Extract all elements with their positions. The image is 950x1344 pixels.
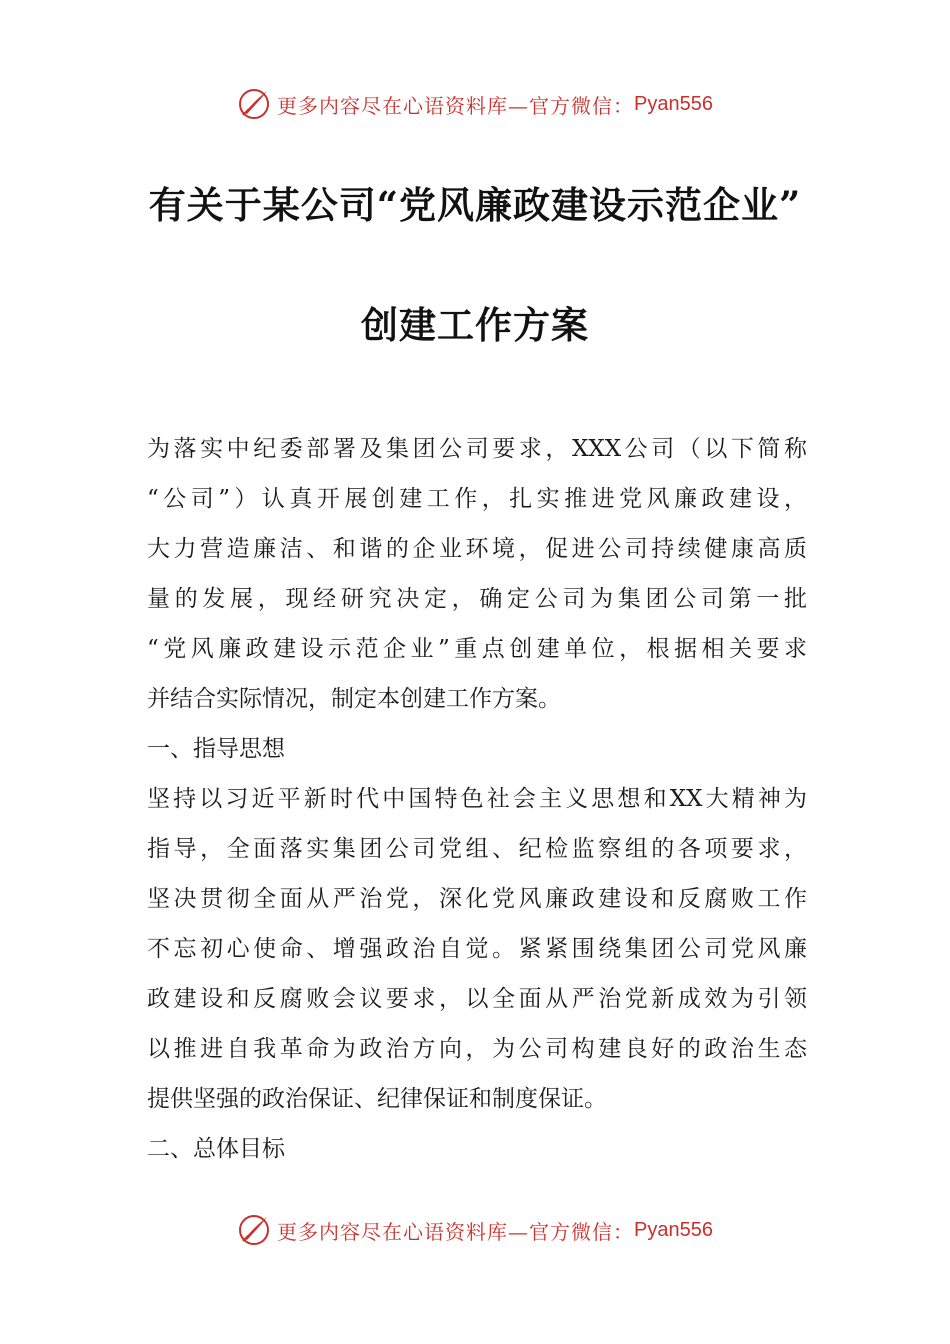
- document-title-line-1: 有关于某公司“党风廉政建设示范企业”: [148, 183, 802, 227]
- body-line: 量的发展，现经研究决定，确定公司为集团公司第一批: [147, 586, 807, 612]
- footer-watermark: [0, 1210, 950, 1250]
- document-body: [147, 424, 807, 1174]
- body-line: 大力营造廉洁、和谐的企业环境，促进公司持续健康高质: [147, 536, 807, 562]
- watermark-wechat-id: Pyan556: [634, 92, 713, 115]
- watermark-text: 更多内容尽在心语资料库—官方微信：: [277, 1219, 635, 1244]
- body-line: “公司”）认真开展创建工作，扎实推进党风廉政建设，: [147, 486, 807, 512]
- header-watermark: [0, 84, 950, 124]
- body-line: 政建设和反腐败会议要求，以全面从严治党新成效为引领: [147, 986, 807, 1012]
- body-line: 坚决贯彻全面从严治党，深化党风廉政建设和反腐败工作: [147, 886, 807, 912]
- body-line: “党风廉政建设示范企业”重点创建单位，根据相关要求: [147, 636, 807, 662]
- document-title-line-2: 创建工作方案: [361, 303, 589, 347]
- body-line: 坚持以习近平新时代中国特色社会主义思想和XX大精神为: [147, 786, 807, 812]
- watermark-text: 更多内容尽在心语资料库—官方微信：: [277, 93, 635, 118]
- body-line: 为落实中纪委部署及集团公司要求，XXX公司（以下简称: [147, 436, 807, 462]
- section-heading-guiding-ideology: 一、指导思想: [147, 736, 285, 762]
- section-heading-overall-goal: 二、总体目标: [147, 1136, 285, 1162]
- body-line: 并结合实际情况，制定本创建工作方案。: [147, 686, 561, 712]
- body-line: 以推进自我革命为政治方向，为公司构建良好的政治生态: [147, 1036, 807, 1062]
- watermark-wechat-id: Pyan556: [634, 1218, 713, 1241]
- quill-logo-icon: [237, 1213, 271, 1247]
- body-line: 不忘初心使命、增强政治自觉。紧紧围绕集团公司党风廉: [147, 936, 807, 962]
- body-line: 指导，全面落实集团公司党组、纪检监察组的各项要求，: [147, 836, 807, 862]
- body-line: 提供坚强的政治保证、纪律保证和制度保证。: [147, 1086, 607, 1112]
- quill-logo-icon: [237, 87, 271, 121]
